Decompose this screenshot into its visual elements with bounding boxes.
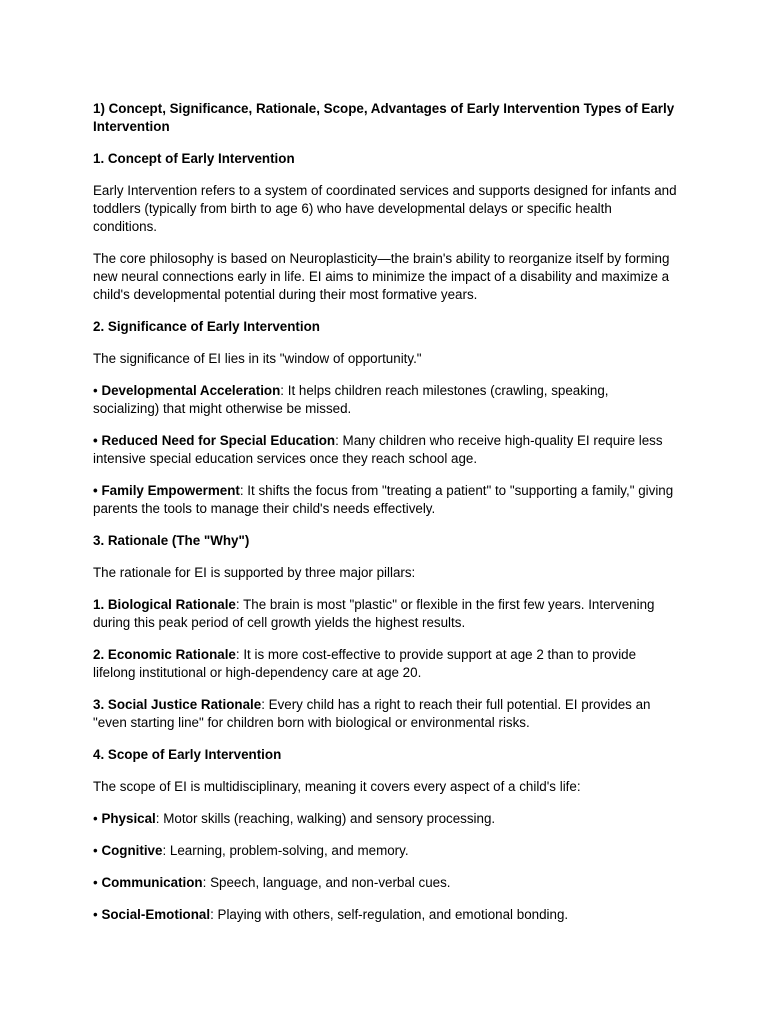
list-item [93,906,677,924]
significance-intro: The significance of EI lies in its "window of opportunity." [93,351,422,366]
list-item [93,432,677,468]
item-text: : It helps children reach milestones (crawling, speaking, socializing) that might otherwise be missed. [93,383,609,416]
bullet: • [93,843,98,858]
section-heading-concept: 1. Concept of Early Intervention [93,151,295,166]
item-text: : Motor skills (reaching, walking) and sensory processing. [155,811,496,826]
list-item [93,482,677,518]
item-term: Developmental Acceleration [101,383,281,398]
list-item [93,382,677,418]
item-term: Cognitive [101,843,163,858]
bullet: • [93,383,98,398]
item-term: Communication [101,875,203,890]
item-text: : Many children who receive high-quality EI require less intensive special education services once they reach school age. [93,433,663,466]
list-item [93,874,677,892]
section-heading-scope: 4. Scope of Early Intervention [93,747,282,762]
list-item [93,842,677,860]
bullet: • [93,875,98,890]
section-heading-rationale: 3. Rationale (The "Why") [93,533,250,548]
list-item [93,810,677,828]
section-heading-significance: 2. Significance of Early Intervention [93,319,320,334]
item-text: : Speech, language, and non-verbal cues. [202,875,451,890]
rationale-intro: The rationale for EI is supported by three major pillars: [93,565,416,580]
item-text: : The brain is most "plastic" or flexible in the first few years. Intervening during this peak period of cell growth yields the highest results. [93,597,655,630]
item-text: : It shifts the focus from "treating a patient" to "supporting a family," giving parents the tools to manage their child's needs effectively. [93,483,674,516]
item-term: Physical [101,811,156,826]
item-term: 2. Economic Rationale [93,647,236,662]
concept-paragraph-2: The core philosophy is based on Neuroplasticity—the brain's ability to reorganize itself by forming new neural connections early in life. EI aims to minimize the impact of a disability and maximize a child's developmental potential during their most formative years. [93,251,670,302]
bullet: • [93,433,98,448]
item-text: : It is more cost-effective to provide support at age 2 than to provide lifelong institutional or high-dependency care at age 20. [93,647,637,680]
document-title: 1) Concept, Significance, Rationale, Scope, Advantages of Early Intervention Types of Early Intervention [93,101,675,134]
item-term: Social-Emotional [101,907,211,922]
bullet: • [93,907,98,922]
item-term: 1. Biological Rationale [93,597,236,612]
concept-paragraph-1: Early Intervention refers to a system of coordinated services and supports designed for infants and toddlers (typically from birth to age 6) who have developmental delays or specific health conditions. [93,183,677,234]
list-item [93,646,677,682]
scope-intro: The scope of EI is multidisciplinary, meaning it covers every aspect of a child's life: [93,779,581,794]
document-body [93,100,677,938]
item-text: : Playing with others, self-regulation, and emotional bonding. [210,907,569,922]
bullet: • [93,483,98,498]
item-text: : Learning, problem-solving, and memory. [162,843,409,858]
item-term: Family Empowerment [101,483,240,498]
bullet: • [93,811,98,826]
item-term: Reduced Need for Special Education [101,433,336,448]
item-term: 3. Social Justice Rationale [93,697,262,712]
list-item [93,696,677,732]
list-item [93,596,677,632]
item-text: : Every child has a right to reach their full potential. EI provides an "even starting line" for children born with biological or environmental risks. [93,697,651,730]
